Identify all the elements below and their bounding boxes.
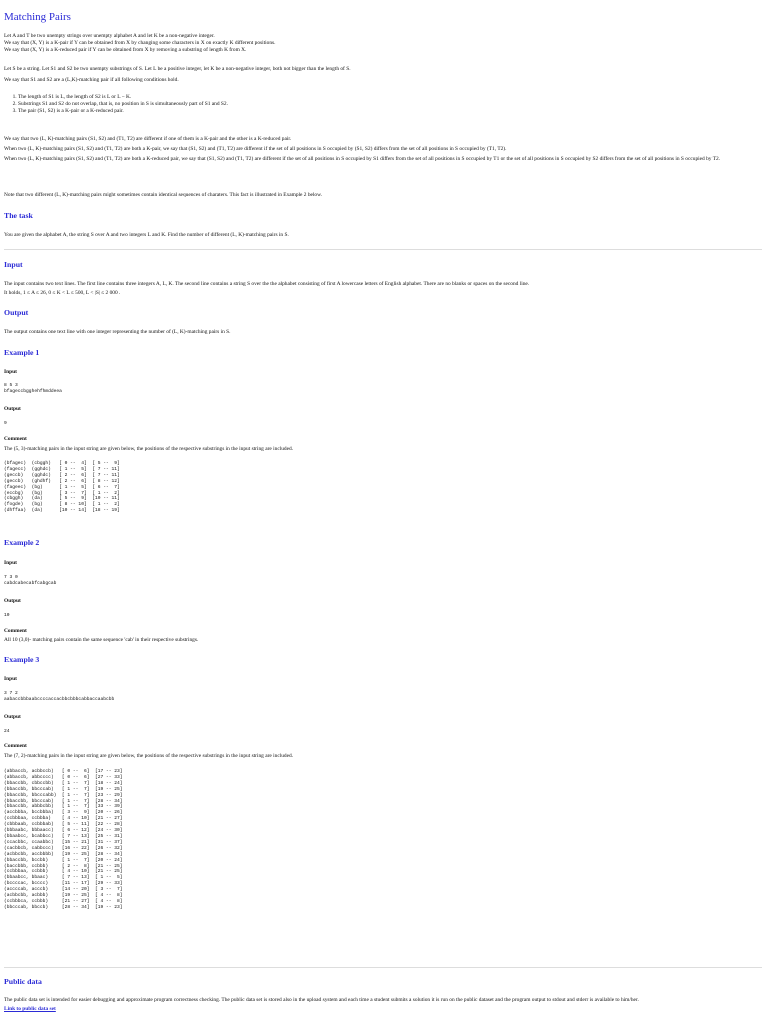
example-2-input: 7 3 0 cabdcabecabfcabgcab xyxy=(4,575,57,586)
example-2-comment: All 10 (3,0)- matching pairs contain the same sequence 'cab' in their respective substrings. xyxy=(4,637,199,643)
divider xyxy=(4,967,762,968)
output-heading: Output xyxy=(4,308,29,317)
example-2-output-label: Output xyxy=(4,598,21,604)
example-1-table: (bfagec) (cbggh) [ 0 -- 4] [ 5 -- 9] (fagecc) (gghdc) [ 1 -- 5] [ 7 -- 11] (geccb) (gghdc) [ 2 -- 6] [ 7 -- 11] (geccb) (ghdhf) [ 2 -- 6] [ 8 -- 12] (fageec) (bg) [ 1 -- 5] [ 6 -- 7] (eccbg) (bg) [ 3 -- 7] [ 1 -- 2] (cbggh) (da) [ 5 -- 9] [10 -- 11] (fogde) (bg) [ 8 -- 10] [ 1 -- 2] (dhffaa) (da) [10 -- 14] [18 -- 19] xyxy=(4,461,120,514)
intro-line-6: We say that two (L, K)-matching pairs (S1, S2) and (T1, T2) are different if one of them is a K-pair and the other is a K-reduced pair. xyxy=(4,136,292,142)
example-1-comment: The (5, 3)-matching pairs in the input string are given below, the positions of the respective substrings in the input string are included. xyxy=(4,446,294,452)
example-3-output: 24 xyxy=(4,729,10,734)
example-2-comment-label: Comment xyxy=(4,628,27,634)
public-data-heading: Public data xyxy=(4,977,42,986)
example-1-input: 8 5 3 bfageccbgghehfhmddeea xyxy=(4,383,62,394)
intro-line-9: Note that two different (L, K)-matching pairs might sometimes contain identical sequences of charaters. This fact is illustrated in Example 2 below. xyxy=(4,192,323,198)
public-data-text: The public data set is intended for easier debugging and approximate program correctness checking. The public data set is stored also in the upload system and each time a student submits a solution it is run on the public dataset and the program output to stdout and stderr is available to him/her. xyxy=(4,997,639,1003)
intro-line-2: We say that (X, Y) is a K-pair if Y can be obtained from X by changing some characters in X on exactly K different positions. xyxy=(4,40,276,46)
example-3-input-label: Input xyxy=(4,676,17,682)
example-2-input-label: Input xyxy=(4,560,17,566)
intro-line-1: Let A and T be two unempty strings over unempty alphabet A and let K be a non-negative integer. xyxy=(4,33,215,39)
intro-line-3: We say that (X, Y) is a K-reduced pair if Y can be obtained from X by removing a substring of length K from X. xyxy=(4,47,247,53)
public-data-link[interactable]: Link to public data set xyxy=(4,1006,56,1012)
example-3-heading: Example 3 xyxy=(4,655,40,664)
example-3-comment: The (7, 2)-matching pairs in the input string are given below, the positions of the respective substrings in the input string are included. xyxy=(4,753,294,759)
example-3-output-label: Output xyxy=(4,714,21,720)
condition-item: 3. The pair (S1, S2) is a K-pair or a K-reduced pair. xyxy=(18,108,228,115)
example-3-comment-label: Comment xyxy=(4,743,27,749)
example-1-output: 9 xyxy=(4,421,7,426)
intro-line-4: Let S be a string. Let S1 and S2 be two unempty substrings of S. Let L be a positive integer, let K be a non-negative integer, both not bigger than the length of S. xyxy=(4,66,351,72)
input-text-2: It holds, 1 ≤ A ≤ 26, 0 ≤ K < L ≤ 500, L < |S| ≤ 2 000 . xyxy=(4,290,121,296)
example-1-comment-label: Comment xyxy=(4,436,27,442)
intro-line-5: We say that S1 and S2 are a (L,K)-matching pair if all following conditions hold. xyxy=(4,77,179,83)
example-2-heading: Example 2 xyxy=(4,538,40,547)
example-1-output-label: Output xyxy=(4,406,21,412)
conditions-list xyxy=(4,94,228,115)
input-text-1: The input contains two text lines. The first line contains three integers A, L, K. The second line contains a string S over the the alphabet consisting of first A lowercase letters of English alphabet. There are no blanks or spaces on the second line. xyxy=(4,281,530,287)
example-1-input-label: Input xyxy=(4,369,17,375)
example-1-heading: Example 1 xyxy=(4,348,40,357)
input-heading: Input xyxy=(4,260,23,269)
page-title: Matching Pairs xyxy=(4,11,71,23)
divider xyxy=(4,249,762,250)
intro-line-7: When two (L, K)-matching pairs (S1, S2) and (T1, T2) are both a K-pair, we say that (S1, S2) and (T1, T2) are different if the set of all positions in S occupied by (S1, S2) differs from the set of all positions in S occupied by (T1, T2). xyxy=(4,146,507,152)
output-text: The output contains one text line with one integer representing the number of (L, K)-matching pairs in S. xyxy=(4,329,231,335)
example-2-output: 10 xyxy=(4,613,10,618)
task-heading: The task xyxy=(4,211,33,220)
example-3-input: 3 7 2 aabaccbbbaabccccaccacbbcbbbcabbaccaabcbb xyxy=(4,691,115,702)
example-3-table: (abbaccb, acbbccb) [ 0 -- 6] [17 -- 23] (abbaccb, abbcccc) [ 0 -- 6] [27 -- 33] (bbaccbb, cbbccbb) [ 1 -- 7] [18 -- 24] (bbaccbb, bbcccab) [ 1 -- 7] [19 -- 25] (bbaccbb, bbcccabb) [ 1 -- 7] [23 -- 29] (bbaccbb, bbcccab) [ 1 -- 7] [28 -- 34] (bbaccbb, abbbcbb) [ 1 -- 7] [33 -- 39] (accbbba, bccbbba) [ 3 -- 9] [20 -- 26] (ccbbbaa, ccbbba) [ 4 -- 10] [21 -- 27] (cbbbaab, ccbbbab) [ 5 -- 11] [22 -- 28] (bbbaabc, bbbaacc) [ 6 -- 12] [24 -- 30] (bbaabcc, bcabbcc) [ 7 -- 13] [25 -- 31] (ccacbbc, ccaabbc) [15 -- 21] [31 -- 37] (cacbbcb, cabbccc) [16 -- 22] [26 -- 32] (acbbcbb, accbbbb) [19 -- 25] [28 -- 34] (bbaccbb, bccbb) [ 1 -- 7] [20 -- 24] (baccbbb, ccbbb) [ 2 -- 8] [21 -- 25] (ccbbbaa, ccbbb) [ 4 -- 10] [21 -- 25] (bbaabcc, bbaac) [ 7 -- 13] [ 1 -- 5] (bccccac, bcccc) [11 -- 17] [29 -- 33] (accccab, acccb) [14 -- 20] [ 3 -- 7] (acbbcbb, acbbb) [19 -- 25] [ 4 -- 8] (ccbbbca, ccbbb) [21 -- 27] [ 4 -- 8] (bbcccab, bbccb) [28 -- 34] [19 -- 23] xyxy=(4,769,123,910)
task-text: You are given the alphabet A, the string S over A and two integers L and K. Find the number of different (L, K)-matching pairs in S. xyxy=(4,232,289,238)
intro-line-8: When two (L, K)-matching pairs (S1, S2) and (T1, T2) are both a K-reduced pair, we say that (S1, S2) and (T1, T2) are different if the set of all positions in S occupied by S1 differs from the set of all positions in S occupied by T1 or the set of all positions in S occupied by S2 differs from the set of all positions in S occupied by T2. xyxy=(4,156,721,162)
condition-item: 2. Substrings S1 and S2 do not overlap, that is, no position in S is simultaneously part of S1 and S2. xyxy=(18,101,228,108)
condition-item: 1. The length of S1 is L, the length of S2 is L or L − K. xyxy=(18,94,228,101)
